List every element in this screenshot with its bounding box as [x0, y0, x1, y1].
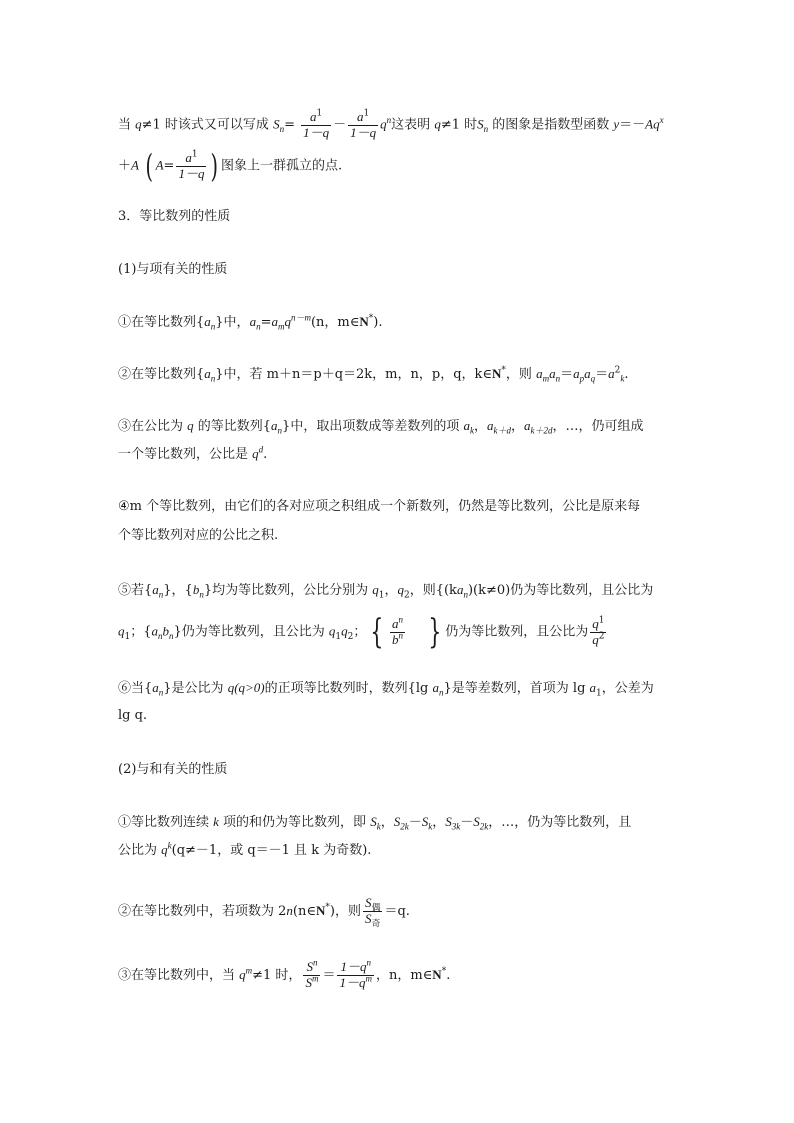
text: a: [249, 314, 257, 329]
text: (n，m∈: [310, 315, 360, 330]
text: 1: [378, 590, 385, 601]
text: a: [204, 314, 211, 329]
part-1-title: (1)与项有关的性质: [118, 262, 228, 277]
text: 这表明: [391, 117, 435, 133]
text: 的图象是指数型函数: [488, 117, 614, 133]
text: a: [152, 680, 159, 695]
text: }，{: [163, 583, 193, 598]
text: S: [370, 814, 377, 829]
text: n－m: [290, 312, 311, 323]
text: n: [256, 321, 261, 332]
text: ＋: [118, 158, 132, 174]
property-1-5-line-1: ⑤若$\{a_n\}$，$\{b_n\}$均为等比数列，公比分别为 $q_1$，$q_2$，则{$(ka_n)(k\ne 0)$仍为等比数列，且公比为: [118, 582, 654, 601]
text: =: [163, 158, 175, 174]
text: ②在等比数列{: [118, 367, 205, 382]
text: 偶: [371, 903, 381, 914]
text: }是等差数列，首项为 lg: [443, 681, 590, 696]
text: a: [456, 582, 464, 597]
text: a: [392, 615, 399, 631]
text: a: [357, 109, 364, 124]
text: S: [421, 814, 429, 829]
text: n: [277, 425, 283, 436]
text: S: [273, 116, 280, 132]
text: q(q>0): [227, 680, 265, 695]
text: n: [312, 957, 318, 968]
text: n: [555, 373, 561, 384]
text: ，则{(k: [409, 583, 457, 598]
part-2-title: (2)与和有关的性质: [118, 762, 228, 777]
property-1-3-line-2: [118, 444, 267, 465]
fraction: [337, 957, 374, 991]
property-1-4-line-1: ④m 个等比数列，由它们的各对应项之积组成一个新数列，仍然是等比数列，公比是原来每: [118, 499, 641, 514]
text: q: [372, 582, 379, 597]
text: k: [167, 840, 172, 851]
text: n: [158, 631, 163, 642]
text: q: [434, 116, 441, 132]
text: n: [386, 115, 392, 126]
text: ≠1 时，: [252, 968, 302, 983]
text: n: [286, 903, 293, 918]
fraction: [301, 110, 331, 140]
text: n: [398, 614, 404, 625]
text: ＝－: [619, 117, 646, 133]
property-1-5-line-2: [118, 612, 608, 652]
text: a: [486, 418, 494, 433]
text: n: [158, 589, 164, 600]
text: 当: [118, 117, 136, 133]
text: ，: [432, 815, 446, 830]
text: 图象上一群孤立的点.: [220, 158, 343, 174]
text: }仍为等比数列，且公比为: [173, 624, 329, 640]
text: S: [364, 895, 372, 910]
text: k: [376, 821, 381, 832]
text: S: [477, 116, 484, 132]
text: q: [341, 623, 348, 639]
text: q: [592, 631, 599, 647]
text: ，公差为: [601, 681, 654, 696]
text: a: [432, 680, 440, 695]
text: q: [118, 623, 125, 639]
text: 2: [598, 631, 605, 642]
text: a: [204, 366, 211, 381]
text: N: [359, 314, 369, 329]
text: a: [589, 680, 597, 695]
text: k＋2d: [530, 425, 553, 436]
text: a: [310, 109, 317, 124]
text: a: [584, 366, 591, 381]
text: n: [210, 373, 216, 384]
text: .: [263, 447, 268, 462]
text: q: [590, 373, 596, 384]
text: S: [305, 975, 312, 990]
text: k: [469, 425, 474, 436]
text: }均为等比数列，公比分别为: [203, 583, 373, 598]
property-1-3-line-1: ③在公比为 q 的等比数列$\{a_n\}$中，取出项数成等差数列的项 $a_k$，$a_{k+d}$，$a_{k+2d}$，…，仍可组成: [118, 418, 644, 436]
fraction: [303, 957, 320, 991]
text: －: [408, 815, 422, 830]
text: ①在等比数列{: [118, 315, 205, 330]
text: S: [364, 911, 372, 926]
text: k: [213, 814, 219, 829]
text: 2: [347, 632, 354, 643]
text: ＝: [595, 367, 609, 382]
text: d: [258, 444, 264, 455]
text: a: [536, 366, 543, 381]
property-2-1-line-2: [118, 840, 371, 861]
fraction: [590, 617, 606, 648]
text: 的正项等比数列时，数列{lg: [264, 681, 433, 696]
text: 的等比数列{: [193, 419, 272, 434]
text: b: [392, 631, 399, 647]
text: ≠1 时: [440, 117, 478, 133]
text: n: [210, 321, 216, 332]
text: 1: [596, 688, 602, 699]
text: A: [131, 157, 139, 173]
text: q: [592, 615, 599, 631]
property-1-6-line-2: lg q.: [118, 708, 148, 723]
text: q: [239, 967, 246, 982]
text: 2k: [479, 821, 489, 832]
text: ③在公比为: [118, 419, 188, 434]
text: 2k: [400, 821, 409, 832]
property-1-4-line-2: 个等比数列对应的公比之积.: [118, 528, 279, 543]
left-paren: (: [145, 147, 154, 185]
text: ，…，仍为等比数列，且: [488, 815, 632, 830]
text: A: [155, 157, 164, 173]
text: 3k: [451, 821, 461, 832]
fraction: [390, 614, 405, 648]
text: *: [368, 313, 374, 324]
text: S: [306, 959, 313, 974]
text: n: [439, 687, 444, 698]
text: b: [192, 582, 200, 597]
text: (n∈: [292, 904, 316, 919]
fraction: [176, 151, 206, 181]
text: p: [579, 373, 585, 384]
text: ＝q.: [384, 904, 410, 919]
text: q: [187, 418, 194, 433]
text: n: [463, 589, 468, 600]
text: －: [333, 117, 347, 133]
property-2-3: ③在等比数列中，当 $q^m\ne 1$ 时， $\frac{S^n}{S^m}$ ＝ $\frac{1-q^n}{1-q^m}$ ，n，m∈N*.: [118, 957, 451, 990]
text: .: [446, 968, 451, 983]
text: q: [380, 116, 387, 132]
text: 2: [614, 365, 621, 376]
text: }是公比为: [163, 681, 228, 696]
text: ，则: [505, 367, 537, 382]
text: N: [432, 967, 442, 982]
text: 1－q: [303, 125, 330, 140]
text: 一个等比数列，公比是: [118, 447, 253, 462]
text: ②在等比数列中，若项数为 2: [118, 904, 287, 919]
intro-line-2: [118, 147, 343, 185]
text: ，n，m∈: [375, 968, 433, 983]
text: n: [483, 124, 489, 135]
text: a: [523, 418, 531, 433]
text: *: [501, 365, 506, 376]
text: 奇: [371, 919, 381, 930]
text: b: [162, 623, 170, 639]
text: n: [398, 630, 404, 641]
text: 1－q: [350, 125, 377, 140]
text: ＝: [560, 367, 574, 382]
right-paren: ): [210, 147, 219, 185]
text: n: [199, 589, 204, 600]
text: 1－q: [340, 959, 367, 974]
text: 1－q: [178, 166, 205, 181]
section-3-title: 3．等比数列的性质: [118, 209, 231, 224]
text: a: [271, 418, 278, 433]
property-1-6-line-1: [118, 678, 654, 699]
text: )，则: [329, 904, 361, 919]
text: x: [659, 115, 664, 126]
left-brace: {: [370, 612, 384, 652]
text: q: [161, 842, 168, 857]
text: a: [573, 366, 580, 381]
text: Aq: [645, 116, 660, 132]
text: q: [397, 582, 404, 597]
text: m: [277, 321, 285, 332]
text: 公比为: [118, 843, 162, 858]
text: 1: [598, 615, 605, 626]
text: N: [492, 366, 502, 381]
text: }中，若 m＋n＝p＋q＝2k，m，n，p，q，k∈: [215, 367, 493, 382]
text: q: [328, 623, 336, 639]
text: S: [393, 814, 401, 829]
text: a: [549, 366, 556, 381]
text: .: [624, 367, 629, 382]
text: －: [460, 815, 474, 830]
text: a: [271, 314, 278, 329]
intro-line-1: [118, 110, 664, 140]
text: )(k≠0)仍为等比数列，且公比为: [467, 583, 654, 598]
text: m: [311, 973, 319, 984]
text: =: [284, 117, 295, 133]
text: *: [325, 902, 330, 913]
text: N: [315, 903, 326, 918]
text: 2: [403, 590, 410, 601]
text: 项的和仍为等比数列，即: [218, 815, 371, 830]
text: a: [185, 150, 192, 165]
text: y: [613, 116, 620, 132]
text: }中，取出项数成等差数列的项: [282, 419, 464, 434]
text: a: [151, 623, 159, 639]
text: m: [365, 973, 372, 984]
property-2-1-line-1: [118, 812, 631, 833]
text: =: [260, 315, 272, 330]
text: 仍为等比数列，且公比为: [445, 624, 589, 640]
text: ，…，仍可组成: [552, 419, 644, 434]
text: k: [428, 821, 433, 832]
text: q: [135, 116, 142, 132]
text: n: [169, 631, 174, 642]
property-2-2: [118, 895, 410, 930]
right-brace: }: [427, 612, 441, 652]
text: ①等比数列连续: [118, 815, 214, 830]
fraction: [348, 110, 378, 140]
text: q: [252, 446, 259, 461]
text: n: [279, 124, 285, 135]
text: m: [245, 965, 253, 976]
text: }中，: [215, 315, 250, 330]
fraction: [363, 895, 383, 930]
text: ).: [373, 315, 383, 330]
text: a: [608, 366, 615, 381]
text: 1: [316, 108, 323, 119]
text: 1: [124, 632, 131, 643]
text: 1: [191, 149, 198, 160]
text: k＋d: [493, 425, 511, 436]
text: ；{: [130, 624, 152, 640]
text: m: [542, 373, 550, 384]
text: ，: [380, 815, 394, 830]
text: (q≠－1，或 q＝－1 且 k 为奇数).: [171, 843, 372, 858]
text: a: [463, 418, 470, 433]
text: S: [445, 814, 452, 829]
text: S: [473, 814, 480, 829]
text: ≠1 时该式又可以写成: [141, 117, 274, 133]
text: ⑤若{: [118, 583, 153, 598]
text: k: [620, 373, 625, 384]
text: n: [158, 687, 164, 698]
text: 1: [335, 632, 342, 643]
text: 1: [363, 108, 370, 119]
text: n: [366, 957, 371, 968]
text: ；: [353, 624, 367, 640]
text: ⑥当{: [118, 681, 153, 696]
text: ③在等比数列中，当: [118, 968, 240, 983]
text: a: [152, 582, 159, 597]
text: 1－q: [339, 975, 366, 990]
text: q: [284, 314, 291, 329]
text: *: [441, 966, 447, 977]
property-1-2: [118, 364, 628, 385]
property-1-1: [118, 312, 382, 333]
